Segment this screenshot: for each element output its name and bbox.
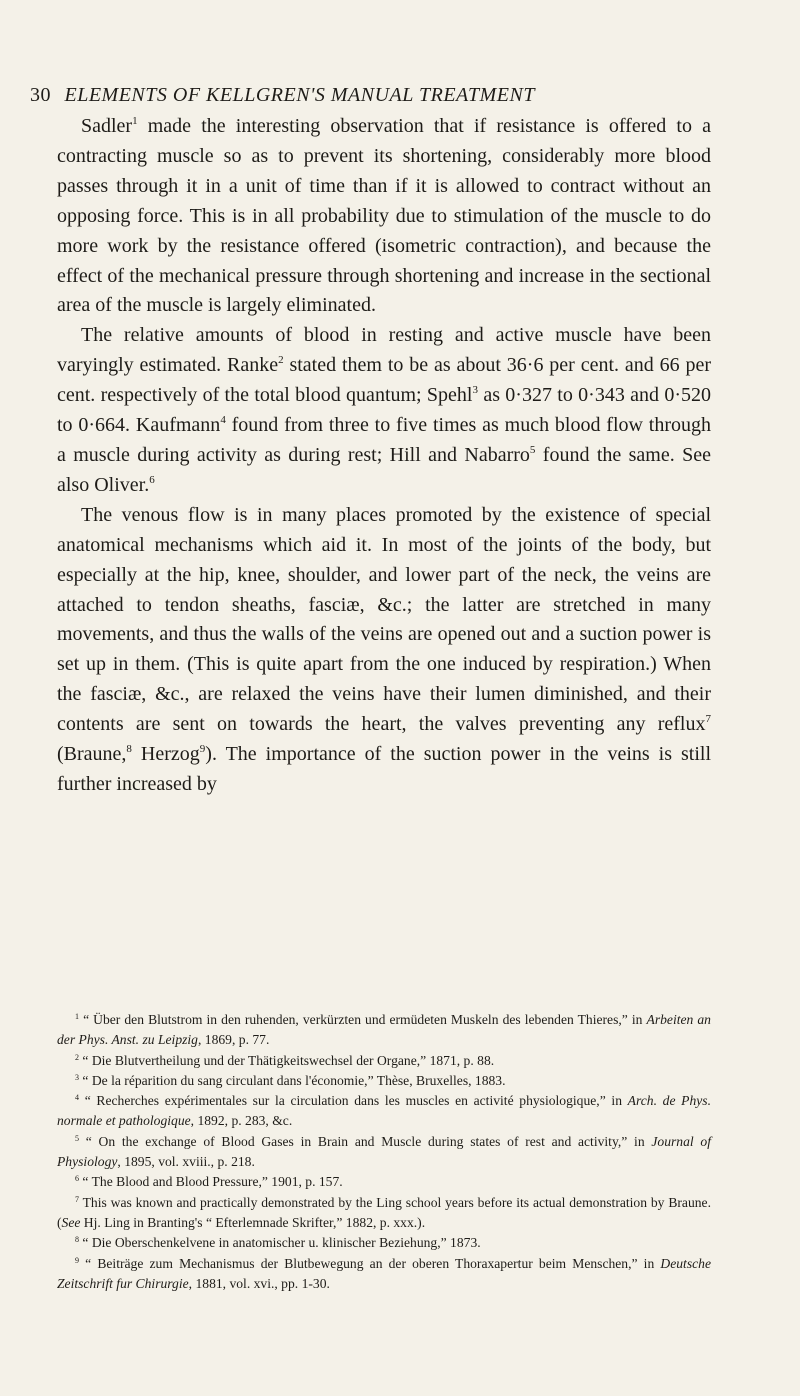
footnote-4: $^4$ “ Recherches expérimentales sur la circulation dans les muscles en activité physiologique,” in Arch. de Phys. normale et pathologique, 1892, p. 283, &c. [57,1093,711,1129]
footnote-ref-5[interactable]: 5 [529,443,536,456]
footnote-ref-3[interactable]: 3 [472,384,478,397]
footnote-ref-8[interactable]: 8 [126,743,132,756]
footnote-6: $^6$ “ The Blood and Blood Pressure,” 1901, p. 157. [75,1174,343,1190]
footnote-1: $^1$ “ Über den Blutstrom in den ruhenden, verkürzten und ermüdeten Muskeln des lebenden Thieres,” in Arbeiten an der Phys. Anst. zu Leipzig, 1869, p. 77. [57,1012,711,1048]
page-number: 30 [30,84,51,106]
paragraph-3: The venous flow is in many places promoted by the existence of special anatomical mechanisms which aid it. In most of the joints of the body, but especially at the hip, knee, shoulder, and lower part of the neck, the veins are attached to tendon sheaths, fasciæ, &c.; the latter are stretched in many movements, and thus the walls of the veins are opened out and a suction power is set up in them. (This is quite apart from the one induced by respiration.) When the fasciæ, &c., are relaxed the veins have their lumen diminished, and their contents are sent on towards the heart, the valves preventing any reflux$^7$ (Braune,$^8$ Herzog$^9$). The importance of the suction power in the veins is still further increased by [57,503,711,795]
footnote-9: $^9$ “ Beiträge zum Mechanismus der Blutbewegung an der oberen Thoraxapertur beim Menschen,” in Deutsche Zeitschrift fur Chirurgie, 1881, vol. xvi., pp. 1-30. [57,1255,711,1291]
footnote-5: $^5$ “ On the exchange of Blood Gases in Brain and Muscle during states of rest and activity,” in Journal of Physiology, 1895, vol. xviii., p. 218. [57,1133,711,1170]
footnotes [57,1010,711,1294]
footnote-ref-9[interactable]: 9 [199,743,206,756]
footnote-ref-6[interactable]: 6 [149,473,155,486]
footnote-ref-1[interactable]: 1 [132,115,138,127]
footnote-ref-4[interactable]: 4 [220,414,226,427]
body-text [57,112,711,800]
footnote-3: $^3$ “ De la réparition du sang circulant dans l'économie,” Thèse, Bruxelles, 1883. [75,1072,506,1088]
paragraph-1: Sadler$^1$ made the interesting observation that if resistance is offered to a contracting muscle so as to prevent its shortening, considerably more blood passes through it in a unit of time than if it is allowed to contract without an opposing force. This is in all probability due to stimulation of the muscle to do more work by the resistance offered (isometric contraction), and because the effect of the mechanical pressure through shortening and increase in the sectional area of the muscle is largely eliminated. [57,115,711,317]
paragraph-2: The relative amounts of blood in resting and active muscle have been varyingly estimated. Ranke$^2$ stated them to be as about 36·6 per cent. and 66 per cent. respectively of the total blood quantum; Spehl$^3$ as 0·327 to 0·343 and 0·520 to 0·664. Kaufmann$^4$ found from three to five times as much blood flow through a muscle during activity as during rest; Hill and Nabarro$^5$ found the same. See also Oliver.$^6$ [57,324,712,496]
footnote-ref-7[interactable]: 7 [705,713,711,726]
footnote-2: $^2$ “ Die Blutvertheilung und der Thätigkeitswechsel der Organe,” 1871, p. 88. [75,1052,495,1068]
footnote-7: $^7$ This was known and practically demonstrated by the Ling school years before its actual demonstration by Braune. (See Hj. Ling in Branting's “ Efterlemnade Skrifter,” 1882, p. xxx.). [57,1194,711,1230]
running-title: ELEMENTS OF KELLGREN'S MANUAL TREATMENT [64,84,535,106]
footnote-8: $^8$ “ Die Oberschenkelvene in anatomischer u. klinischer Beziehung,” 1873. [75,1235,481,1251]
running-head [30,84,730,107]
footnote-ref-2[interactable]: 2 [278,354,284,367]
